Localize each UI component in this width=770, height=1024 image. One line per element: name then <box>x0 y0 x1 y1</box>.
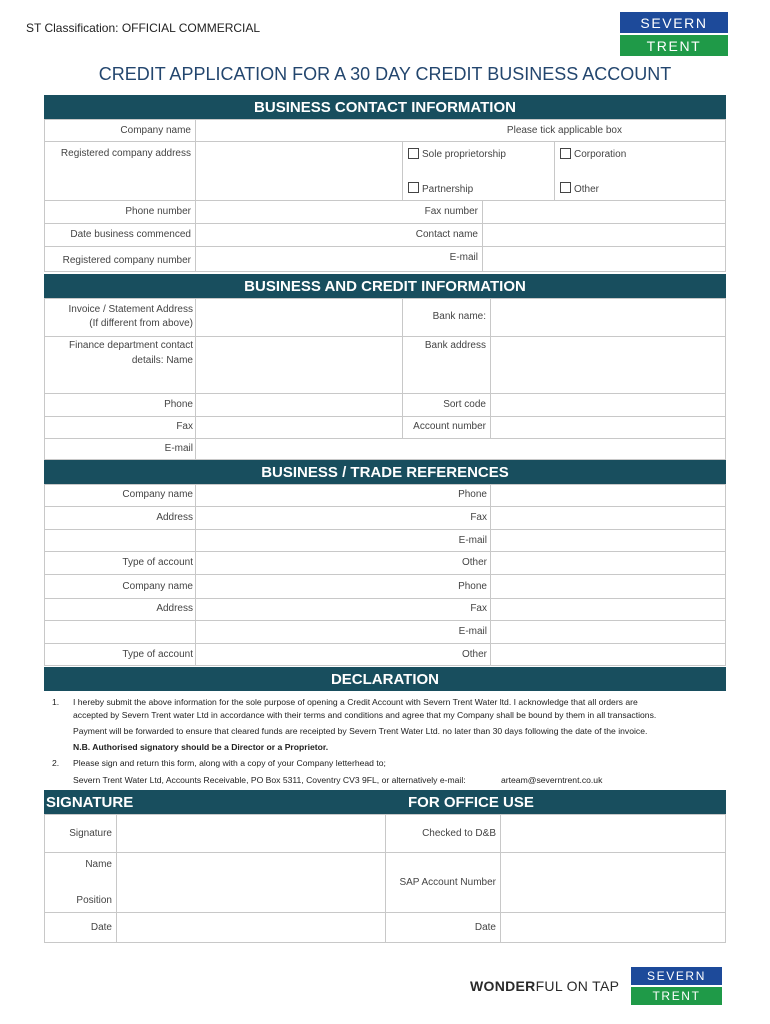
bank-address-label: Bank address <box>424 340 486 351</box>
credit-phone-field[interactable] <box>196 394 402 416</box>
declaration-number-2: 2. <box>52 758 60 768</box>
declaration-heading: DECLARATION <box>44 667 726 691</box>
name-position-field[interactable] <box>117 853 385 912</box>
declaration-address: Severn Trent Water Ltd, Accounts Receivable, PO Box 5311, Coventry CV3 9FL, or alternatively e-mail: <box>73 775 466 785</box>
account-number-label: Account number <box>413 421 486 432</box>
tagline-bold: WONDER <box>470 978 536 994</box>
declaration-text-line1: I hereby submit the above information for the sole purpose of opening a Credit Account with Severn Trent Water ltd. I acknowledge that all orders are <box>73 697 638 707</box>
ref1-address-label: Address <box>156 512 193 523</box>
declaration-nb: N.B. Authorised signatory should be a Director or a Proprietor. <box>73 742 329 752</box>
severn-trent-logo <box>620 12 728 56</box>
logo-bottom-text: TRENT <box>620 35 728 56</box>
sole-proprietorship-label: Sole proprietorship <box>422 149 506 160</box>
office-date-label: Date <box>474 922 496 933</box>
declaration-number-1: 1. <box>52 697 60 707</box>
ref2-email-label: E-mail <box>458 626 487 637</box>
ref1-company-label: Company name <box>122 489 193 500</box>
footer-logo-top: SEVERN <box>631 967 722 987</box>
other-label: Other <box>574 184 600 195</box>
position-label: Position <box>76 895 112 906</box>
credit-section-heading: BUSINESS AND CREDIT INFORMATION <box>44 274 726 298</box>
corporation-checkbox[interactable] <box>560 148 571 159</box>
corporation-label: Corporation <box>574 149 627 160</box>
ref2-other-label: Other <box>461 649 487 660</box>
invoice-address-note: (If different from above) <box>89 318 193 329</box>
registered-address-label: Registered company address <box>60 148 191 159</box>
phone-number-label: Phone number <box>125 206 191 217</box>
contact-name-label: Contact name <box>415 229 478 240</box>
signature-field[interactable] <box>117 815 385 852</box>
classification-label: ST Classification: OFFICIAL COMMERCIAL <box>26 21 261 35</box>
reg-number-label: Registered company number <box>62 255 191 266</box>
credit-email-field[interactable] <box>196 439 725 460</box>
sort-code-field[interactable] <box>491 394 725 416</box>
page-title: CREDIT APPLICATION FOR A 30 DAY CREDIT BUSINESS ACCOUNT <box>98 64 672 84</box>
signature-bar <box>44 790 726 814</box>
signature-heading: SIGNATURE <box>46 793 134 811</box>
sole-proprietorship-checkbox[interactable] <box>408 148 419 159</box>
ref2-other-field[interactable] <box>491 644 725 666</box>
invoice-address-field[interactable] <box>196 299 402 336</box>
footer-logo <box>631 967 722 1005</box>
declaration-text-line2: accepted by Severn Trent water Ltd in accordance with their terms and conditions and agree that my Company shall be bound by them in all transactions. <box>73 710 657 720</box>
fax-number-field[interactable] <box>483 201 725 223</box>
office-date-field[interactable] <box>501 913 725 943</box>
finance-contact-name-label: details: Name <box>131 355 193 366</box>
invoice-address-label: Invoice / Statement Address <box>68 304 193 315</box>
bank-name-label: Bank name: <box>432 311 486 322</box>
company-name-label: Company name <box>120 125 191 136</box>
finance-contact-field[interactable] <box>196 337 402 393</box>
declaration-email-link[interactable]: arteam@severntrent.co.uk <box>501 775 603 785</box>
finance-contact-label: Finance department contact <box>69 340 193 351</box>
credit-fax-label: Fax <box>176 421 193 432</box>
declaration-text-line3: Payment will be forwarded to ensure that cleared funds are receipted by Severn Trent Water Ltd. no later than 30 days following the date of the invoice. <box>73 726 648 736</box>
ref1-email-field[interactable] <box>491 530 725 551</box>
signature-label: Signature <box>69 828 112 839</box>
credit-fax-field[interactable] <box>196 417 402 438</box>
registered-address-field[interactable] <box>196 142 402 200</box>
tagline-rest: FUL ON TAP <box>535 978 620 994</box>
date-field[interactable] <box>117 913 385 943</box>
date-label: Date <box>90 922 112 933</box>
office-use-heading: FOR OFFICE USE <box>408 793 534 811</box>
ref2-address-label: Address <box>156 603 193 614</box>
sap-account-label: SAP Account Number <box>399 877 496 888</box>
ref1-phone-label: Phone <box>458 489 487 500</box>
ref1-other-label: Other <box>461 557 487 568</box>
ref1-fax-field[interactable] <box>491 507 725 529</box>
checked-db-label: Checked to D&B <box>422 828 496 839</box>
ref1-fax-label: Fax <box>470 512 487 523</box>
ref1-email-label: E-mail <box>458 535 487 546</box>
footer-tagline <box>470 978 619 994</box>
reg-number-field[interactable] <box>196 247 402 272</box>
declaration-return-text: Please sign and return this form, along with a copy of your Company letterhead to; <box>73 758 386 768</box>
ref2-company-label: Company name <box>122 581 193 592</box>
contact-email-field[interactable] <box>483 247 725 272</box>
partnership-label: Partnership <box>422 184 474 195</box>
contact-name-field[interactable] <box>483 224 725 246</box>
contact-email-label: E-mail <box>449 252 478 263</box>
sap-account-field[interactable] <box>501 853 725 912</box>
phone-number-field[interactable] <box>196 201 402 223</box>
ref2-phone-field[interactable] <box>491 575 725 598</box>
date-commenced-field[interactable] <box>196 224 402 246</box>
ref2-fax-field[interactable] <box>491 599 725 620</box>
ref1-other-field[interactable] <box>491 552 725 574</box>
bank-name-field[interactable] <box>491 299 725 336</box>
ref2-phone-label: Phone <box>458 581 487 592</box>
bank-address-field[interactable] <box>491 337 725 393</box>
fax-number-label: Fax number <box>424 206 478 217</box>
credit-phone-label: Phone <box>164 399 193 410</box>
ref1-phone-field[interactable] <box>491 485 725 506</box>
sort-code-label: Sort code <box>443 399 486 410</box>
refs-section-heading: BUSINESS / TRADE REFERENCES <box>44 460 726 484</box>
ref2-fax-label: Fax <box>470 603 487 614</box>
partnership-checkbox[interactable] <box>408 182 419 193</box>
ref1-type-label: Type of account <box>122 557 193 568</box>
checked-db-field[interactable] <box>501 815 725 852</box>
account-number-field[interactable] <box>491 417 725 438</box>
footer-logo-bottom: TRENT <box>631 987 722 1005</box>
ref2-type-label: Type of account <box>122 649 193 660</box>
logo-top-text: SEVERN <box>620 12 728 35</box>
tick-hint-label: Please tick applicable box <box>506 125 622 136</box>
date-commenced-label: Date business commenced <box>70 229 191 240</box>
ref2-email-field[interactable] <box>491 621 725 643</box>
credit-email-label: E-mail <box>164 443 193 454</box>
name-label: Name <box>85 859 112 870</box>
other-checkbox[interactable] <box>560 182 571 193</box>
contact-section-heading: BUSINESS CONTACT INFORMATION <box>44 95 726 119</box>
